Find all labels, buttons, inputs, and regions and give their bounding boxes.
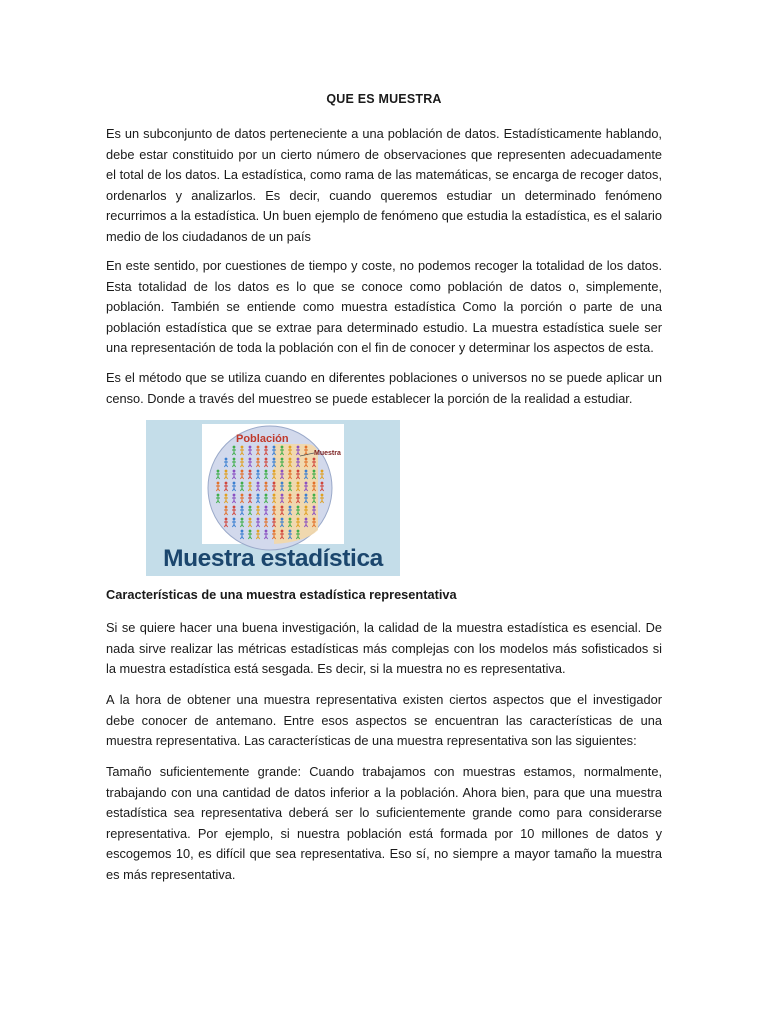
- paragraph-population: En este sentido, por cuestiones de tiempo y coste, no podemos recoger la totalidad de los datos. Esta totalidad de los datos es lo que se conoce como población de datos o, simplemente, población. También se entiende como muestra estadística Como la porción o parte de una población estadística que se extrae para determinado estudio. La muestra estadística suele ser una representación de toda la población con el fin de conocer y determinar los aspectos de esta.: [106, 258, 662, 356]
- figure-caption: Muestra estadística: [163, 545, 383, 572]
- paragraph-definition: Es un subconjunto de datos perteneciente a una población de datos. Estadísticamente hablando, debe estar constituido por un cierto número de observaciones que representen adecuadamente el total de los datos. La estadística, como rama de las matemáticas, se encarga de recoger datos, ordenarlos y analizarlos. Es decir, cuando queremos estudiar un determinado fenómeno recurrimos a la estadística. Un buen ejemplo de fenómeno que estudia la estadística, es el salario medio de los ciudadanos de un país: [106, 126, 662, 244]
- paragraph-aspects: A la hora de obtener una muestra representativa existen ciertos aspectos que el investigador debe conocer de antemano. Entre esos aspectos se encuentran las características de una muestra representativa. Las características de una muestra representativa son las siguientes:: [106, 692, 662, 749]
- section-subheading: Características de una muestra estadística representativa: [106, 587, 457, 602]
- paragraph-size: Tamaño suficientemente grande: Cuando trabajamos con muestras estamos, normalmente, trabajando con una cantidad de datos inferior a la población. Ahora bien, para que una muestra estadística sea representativa deberá ser lo suficientemente grande como para considerarse representativa. Por ejemplo, si nuestra población está formada por 10 millones de datos y escogemos 10, es difícil que sea representativa. Eso sí, no siempre a mayor tamaño la muestra es más representativa.: [106, 764, 662, 882]
- sample-label: Muestra: [314, 450, 341, 457]
- document-title: QUE ES MUESTRA: [326, 92, 442, 106]
- sample-illustration: [146, 420, 400, 576]
- paragraph-quality: Si se quiere hacer una buena investigación, la calidad de la muestra estadística es esencial. De nada sirve realizar las métricas estadísticas más complejas con los modelos más sofisticados si la muestra estadística está sesgada. Es decir, si la muestra no es representativa.: [106, 620, 662, 677]
- population-label: Población: [236, 433, 289, 445]
- paragraph-method: Es el método que se utiliza cuando en diferentes poblaciones o universos no se puede aplicar un censo. Donde a través del muestreo se puede establecer la porción de la realidad a estudiar.: [106, 370, 662, 406]
